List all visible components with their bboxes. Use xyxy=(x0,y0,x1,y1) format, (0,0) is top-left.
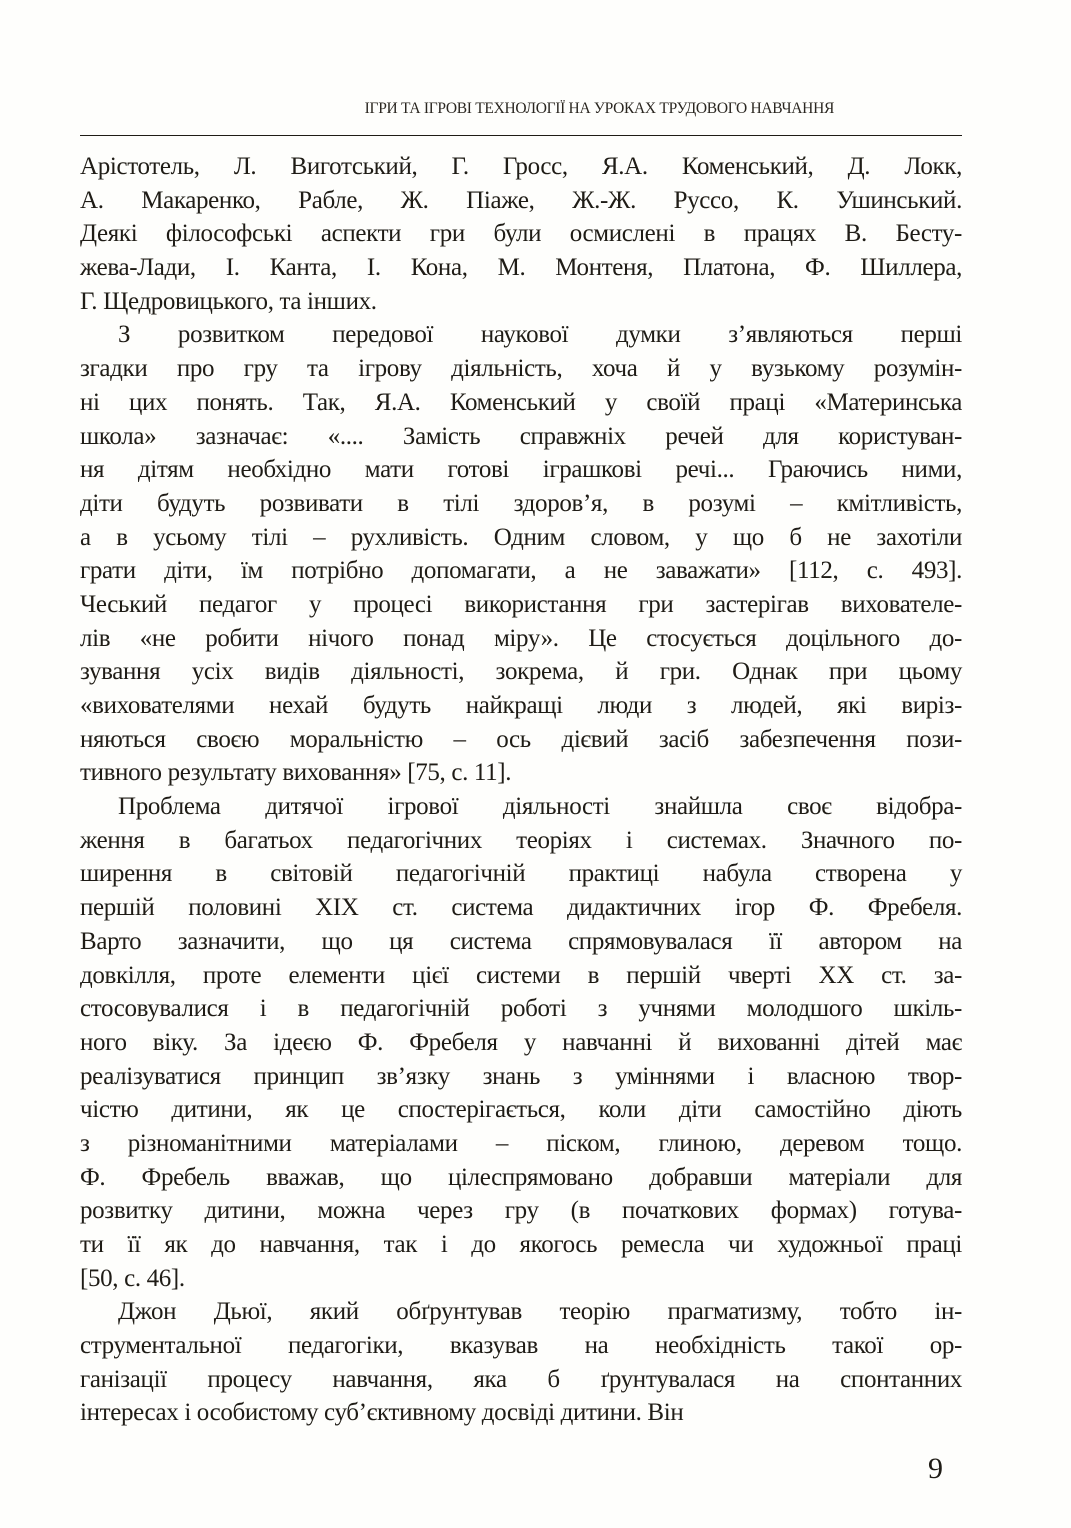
text-line: ження в багатьох педагогічних теоріях і системах. Значного по- xyxy=(80,826,962,854)
paragraph xyxy=(80,318,962,790)
text-line: ні цих понять. Так, Я.А. Коменський у своїй праці «Материнська xyxy=(80,388,962,416)
text-line: школа» зазначає: «.... Замість справжніх речей для користуван- xyxy=(80,422,962,450)
paragraph xyxy=(80,790,962,1295)
text-line: Проблема дитячої ігрової діяльності знайшла своє відобра- xyxy=(118,793,962,821)
text-line: ти її як до навчання, так і до якогось ремесла чи художньої праці xyxy=(80,1231,962,1258)
text-line: Джон Дьюї, який обґрунтував теорію прагматизму, тобто ін- xyxy=(118,1298,962,1326)
text-line: з різноманітними матеріалами – піском, глиною, деревом тощо. xyxy=(80,1129,962,1157)
text-line: ганізації процесу навчання, яка б ґрунтувалася на спонтанних xyxy=(80,1365,962,1393)
header-rule xyxy=(80,135,962,136)
text-line: розвитку дитини, можна через гру (в початкових формах) готува- xyxy=(80,1197,962,1225)
text-line: згадки про гру та ігрову діяльність, хоча й у вузькому розумін- xyxy=(80,355,962,383)
text-line: А. Макаренко, Рабле, Ж. Піаже, Ж.-Ж. Руссо, К. Ушинський. xyxy=(80,186,962,214)
paragraph xyxy=(80,1295,962,1430)
text-line: Г. Щедровицького, та інших. xyxy=(80,287,377,315)
text-line: інтересах і особистому суб’єктивному досвіді дитини. Він xyxy=(80,1399,684,1427)
text-line: лів «не робити нічого понад міру». Це стосується доцільного до- xyxy=(80,624,962,652)
text-line: З розвитком передової наукової думки з’являються перші xyxy=(118,321,962,349)
text-line: ширення в світовій педагогічній практиці набула створена у xyxy=(80,860,962,888)
text-line: реалізуватися принцип зв’язку знань з уміннями і власною твор- xyxy=(80,1062,962,1090)
text-line: довкілля, проте елементи цієї системи в першій чверті XX ст. за- xyxy=(80,961,962,989)
text-line: чістю дитини, як це спостерігається, коли діти самостійно діють xyxy=(80,1096,962,1124)
text-line: стосовувалися і в педагогічній роботі з учнями молодшого шкіль- xyxy=(80,995,962,1023)
text-line: діти будуть розвивати в тілі здоров’я, в розумі – кмітливість, xyxy=(80,489,962,517)
text-line: Арістотель, Л. Виготський, Г. Гросс, Я.А. Коменський, Д. Локк, xyxy=(80,153,962,180)
text-line: Ф. Фребель вважав, що цілеспрямовано добравши матеріали для xyxy=(80,1163,962,1191)
text-line: Варто зазначити, що ця система спрямовувалася її автором на xyxy=(80,927,962,955)
text-line: грати діти, їм потрібно допомагати, а не заважати» [112, с. 493]. xyxy=(80,557,962,585)
text-line: няються своєю моральністю – ось дієвий засіб забезпечення пози- xyxy=(80,725,962,753)
text-line: Деякі філософські аспекти гри були осмислені в працях В. Бесту- xyxy=(80,220,962,248)
paragraph xyxy=(80,150,962,318)
text-line: «вихователями нехай будуть найкращі люди з людей, які виріз- xyxy=(80,692,962,719)
running-head: ІГРИ ТА ІГРОВІ ТЕХНОЛОГІЇ НА УРОКАХ ТРУДОВОГО НАВЧАННЯ xyxy=(364,100,834,117)
text-line: [50, с. 46]. xyxy=(80,1264,185,1292)
body-text xyxy=(80,150,962,1430)
text-line: тивного результату виховання» [75, с. 11]. xyxy=(80,759,512,787)
text-line: а в усьому тілі – рухливість. Одним словом, у що б не захотіли xyxy=(80,523,962,551)
text-line: жева-Лади, І. Канта, І. Кона, М. Монтеня, Платона, Ф. Шиллера, xyxy=(80,254,962,282)
page-number: 9 xyxy=(928,1452,943,1485)
text-line: зування усіх видів діяльності, зокрема, й гри. Однак при цьому xyxy=(80,658,962,686)
text-line: Чеський педагог у процесі використання гри застерігав вихователе- xyxy=(80,590,962,618)
text-line: струментальної педагогіки, вказував на необхідність такої ор- xyxy=(80,1332,962,1360)
text-line: ня дітям необхідно мати готові іграшкові речі... Граючись ними, xyxy=(80,456,962,484)
text-line: ного віку. За ідеєю Ф. Фребеля у навчанні й вихованні дітей має xyxy=(80,1028,962,1056)
text-line: першій половині XIX ст. система дидактичних ігор Ф. Фребеля. xyxy=(80,894,962,922)
